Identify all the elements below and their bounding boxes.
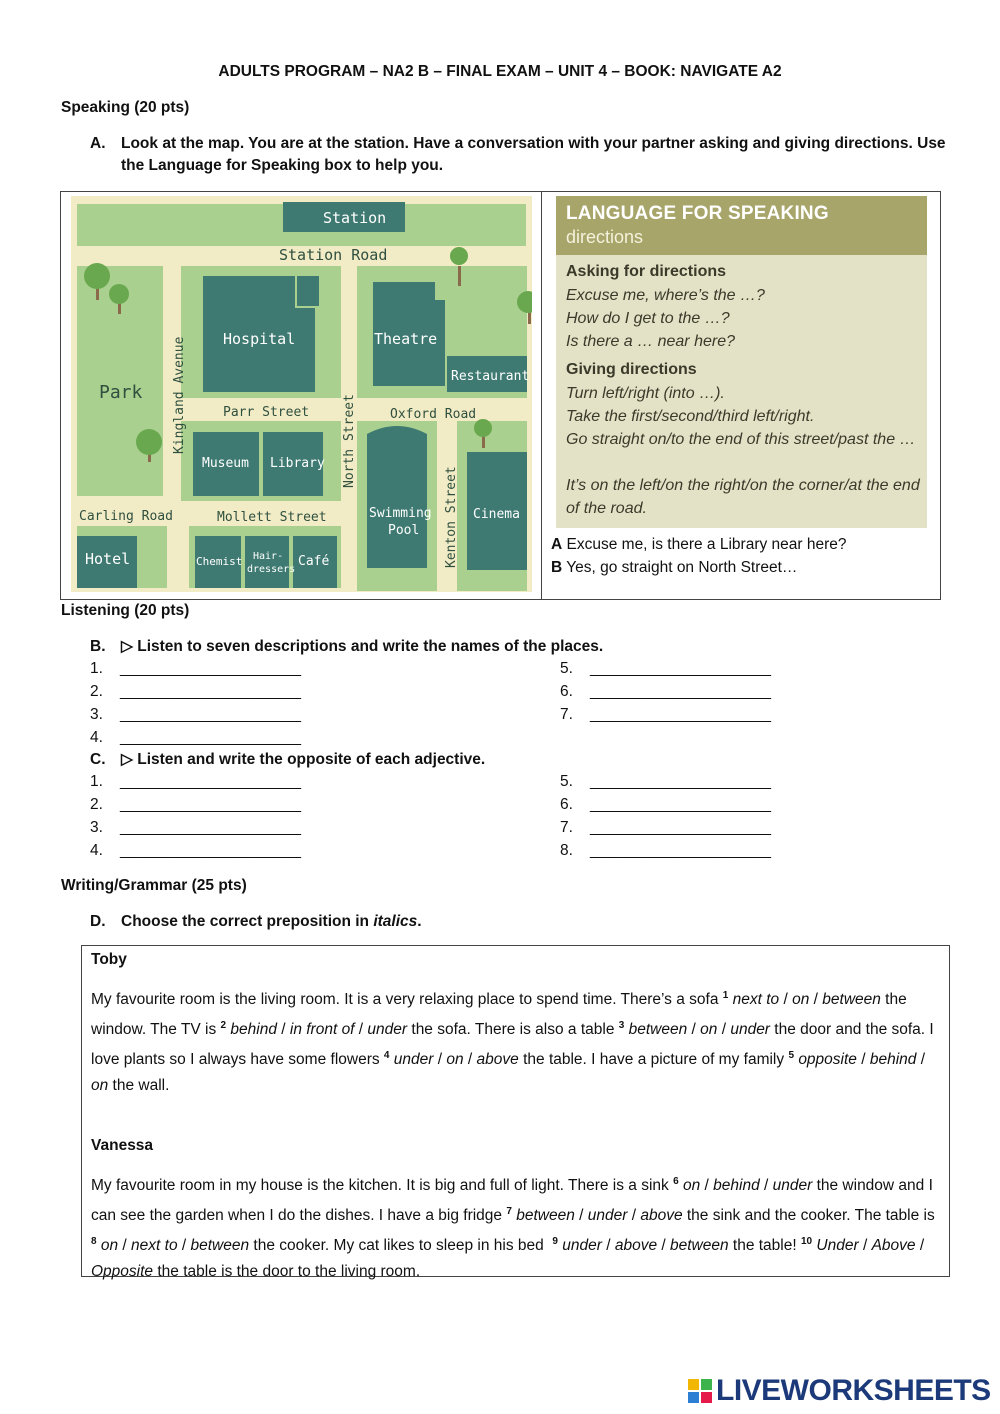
map-label-cinema: Cinema (473, 507, 520, 522)
item-number: 2. (90, 683, 103, 700)
dialog-text-a: Excuse me, is there a Library near here? (566, 536, 847, 553)
choice[interactable]: Opposite (91, 1263, 154, 1281)
choice[interactable]: on (700, 1021, 718, 1039)
map-label-library: Library (270, 456, 325, 471)
task-c-letter: C. (90, 751, 106, 768)
toby-name: Toby (91, 951, 127, 968)
choice[interactable]: between (822, 991, 881, 1009)
giving-phrase: It’s on the left/on the right/on the corner/at the end of the road. (566, 477, 920, 517)
task-d-punct: . (417, 913, 422, 930)
choice[interactable]: above (614, 1237, 658, 1255)
map-label-station: Station (323, 209, 387, 227)
answer-blank[interactable]: _____________________ (590, 706, 772, 723)
choice[interactable]: between (628, 1021, 688, 1039)
choice[interactable]: behind (869, 1051, 917, 1069)
answer-blank[interactable]: _____________________ (120, 706, 302, 723)
choice[interactable]: in front of (289, 1021, 355, 1039)
giving-phrase: Turn left/right (into …). (566, 385, 725, 402)
choice[interactable]: between (516, 1207, 575, 1225)
item-number: 2 (220, 1020, 227, 1032)
map-label-hotel: Hotel (85, 550, 131, 568)
task-b-letter: B. (90, 638, 106, 655)
logo-text: LIVEWORKSHEETS (716, 1374, 991, 1407)
item-number: 3. (90, 706, 103, 723)
task-d-line (90, 911, 422, 933)
task-b-instruction: Listen to seven descriptions and write the names of the places. (137, 638, 604, 655)
language-box-title: LANGUAGE FOR SPEAKING (566, 203, 829, 224)
play-icon[interactable]: ▷ (121, 638, 133, 655)
choice[interactable]: next to (732, 991, 780, 1009)
map-label-carling-road: Carling Road (79, 509, 173, 524)
task-a-instruction: Look at the map. You are at the station. Have a conversation with your partner asking and giving directions. Use the Language for Speaking box to help you. (121, 135, 946, 174)
choice[interactable]: under (772, 1177, 813, 1195)
vanessa-text: My favourite room in my house is the kitchen. It is big and full of light. There is a sink (91, 1177, 674, 1195)
choice[interactable]: on (682, 1177, 701, 1195)
choice[interactable]: between (190, 1237, 250, 1255)
task-d-italic-word: italics (373, 913, 418, 930)
map-label-oxford-road: Oxford Road (390, 407, 477, 422)
item-number: 8. (560, 842, 573, 859)
language-box-subtitle: directions (566, 227, 644, 247)
map-label-chemist: Chemist (196, 555, 243, 568)
task-b-line (90, 636, 603, 658)
item-number: 6 (673, 1176, 679, 1187)
task-c-line (90, 749, 485, 771)
giving-phrase: Go straight on/to the end of this street/past the … (566, 431, 916, 448)
item-number: 1. (90, 773, 103, 790)
item-number: 8 (91, 1236, 97, 1248)
answer-blank[interactable]: _____________________ (120, 729, 302, 746)
asking-heading: Asking for directions (566, 263, 727, 280)
choice[interactable]: on (100, 1237, 119, 1255)
town-map (71, 196, 532, 592)
choice[interactable]: on (91, 1077, 109, 1095)
dialog-line-a (551, 536, 847, 554)
hairdressers-building (245, 536, 289, 588)
item-number: 5. (560, 660, 573, 677)
choice[interactable]: Above (871, 1237, 916, 1255)
choice[interactable]: above (640, 1207, 683, 1225)
choice[interactable]: behind (230, 1021, 277, 1039)
answer-blank[interactable]: _____________________ (120, 819, 302, 836)
item-number: 5 (788, 1050, 794, 1062)
item-number: 6. (560, 683, 573, 700)
speaking-frame (60, 191, 941, 600)
answer-blank[interactable]: _____________________ (590, 773, 772, 790)
answer-blank[interactable]: _____________________ (120, 660, 302, 677)
speaking-heading: Speaking (20 pts) (61, 99, 190, 116)
choice[interactable]: behind (713, 1177, 760, 1195)
task-c-instruction: Listen and write the opposite of each adjective. (137, 751, 486, 768)
answer-blank[interactable]: _____________________ (590, 796, 772, 813)
item-number: 4 (383, 1050, 390, 1062)
item-number: 9 (552, 1236, 558, 1248)
choice[interactable]: above (476, 1051, 519, 1069)
task-a (90, 133, 950, 177)
map-label-pool: Pool (388, 523, 420, 538)
pool-building (367, 426, 427, 568)
choice[interactable]: next to (131, 1237, 178, 1255)
dialog-speaker-b: B (551, 559, 563, 576)
answer-blank[interactable]: _____________________ (120, 842, 302, 859)
play-icon[interactable]: ▷ (121, 751, 133, 768)
giving-phrase: Take the first/second/third left/right. (566, 408, 815, 425)
map-label-kingland-avenue: Kingland Avenue (172, 336, 187, 454)
task-d (90, 911, 422, 933)
map-label-hospital: Hospital (223, 330, 296, 348)
page-title: ADULTS PROGRAM – NA2 B – FINAL EXAM – UNIT 4 – BOOK: NAVIGATE A2 (218, 63, 782, 80)
vanessa-name: Vanessa (91, 1137, 154, 1154)
item-number: 5. (560, 773, 573, 790)
choice[interactable]: under (393, 1051, 434, 1069)
task-d-letter: D. (90, 913, 106, 930)
item-number: 1 (722, 990, 729, 1001)
item-number: 1. (90, 660, 103, 677)
hospital-annex (297, 276, 319, 306)
map-label-kenton-street: Kenton Street (444, 466, 459, 568)
writing-heading: Writing/Grammar (25 pts) (61, 877, 247, 894)
asking-phrase: Is there a … near here? (566, 333, 735, 350)
answer-blank[interactable]: _____________________ (120, 773, 302, 790)
choice[interactable]: Under (816, 1237, 859, 1255)
map-label-station-road: Station Road (279, 246, 388, 264)
item-number: 4. (90, 842, 103, 859)
item-number: 3 (618, 1020, 625, 1032)
map-label-parr-street: Parr Street (223, 405, 310, 420)
item-number: 10 (800, 1236, 813, 1248)
preposition-text-box (81, 945, 950, 1281)
asking-phrase: How do I get to the …? (566, 310, 730, 327)
dialog-line-b (551, 559, 797, 577)
language-box-header (556, 196, 927, 255)
map-label-mollett-street: Mollett Street (217, 510, 327, 525)
task-a-letter: A. (90, 135, 106, 152)
item-number: 7 (506, 1206, 512, 1218)
map-label-hair: Hair- (253, 551, 284, 562)
dialog-text-b: Yes, go straight on North Street… (566, 559, 798, 576)
choice[interactable]: under (562, 1237, 602, 1255)
listening-heading: Listening (20 pts) (61, 602, 190, 619)
toby-text: My favourite room is the living room. It is a very relaxing place to spend time. There’s a sofa (91, 991, 723, 1009)
map-label-theatre: Theatre (374, 330, 438, 348)
toby-paragraph: My favourite room is the living room. It is a very relaxing place to spend time. There’s a sofa $^1$ next to / on / between the window. The TV is $^2$ behind / in front of / under the sofa. There is also a table $^3$ between / on / under the door and the sofa. I love plants so I always have some flowers $^4$ under / on / above the table. I have a picture of my family $^5$ opposite / behind / on the wall. (91, 990, 934, 1095)
choice[interactable]: on (792, 991, 810, 1009)
answer-blank[interactable]: _____________________ (590, 819, 772, 836)
answer-blank[interactable]: _____________________ (590, 660, 772, 677)
map-label-swimming: Swimming (369, 506, 432, 521)
task-b (90, 636, 603, 658)
giving-heading: Giving directions (566, 361, 697, 378)
choice[interactable]: under (730, 1021, 770, 1039)
map-label-museum: Museum (202, 456, 249, 471)
item-number: 4. (90, 729, 103, 746)
answer-blank[interactable]: _____________________ (590, 842, 772, 859)
logo-grid-icon (688, 1379, 712, 1403)
item-number: 7. (560, 706, 573, 723)
map-label-park: Park (99, 382, 143, 403)
vanessa-paragraph: My favourite room in my house is the kitchen. It is big and full of light. There is a sink $^6$ on / behind / under the window and I can see the garden when I do the dishes. I have a big fridge $^7$ between / under / above the sink and the cooker. The table is $^8$ on / next to / between the cooker. My cat likes to sleep in his bed $^9$ under / above / between the table! $^{10}$ Under / Above / Opposite the table is the door to the living room. (91, 1176, 935, 1281)
task-c (90, 749, 485, 771)
choice[interactable]: under (367, 1021, 408, 1039)
choice[interactable]: between (669, 1237, 729, 1255)
choice[interactable]: under (587, 1207, 628, 1225)
answer-blank[interactable]: _____________________ (120, 683, 302, 700)
choice[interactable]: on (446, 1051, 464, 1069)
liveworksheets-logo (688, 1374, 991, 1408)
answer-blank[interactable]: _____________________ (590, 683, 772, 700)
item-number: 2. (90, 796, 103, 813)
map-label-restaurant: Restaurant (451, 369, 530, 384)
dialog-speaker-a: A (551, 536, 563, 553)
map-label-cafe: Café (298, 554, 330, 569)
item-number: 3. (90, 819, 103, 836)
asking-phrase: Excuse me, where’s the …? (566, 287, 765, 304)
task-d-instruction: Choose the correct preposition in (121, 913, 374, 930)
choice[interactable]: opposite (798, 1051, 857, 1069)
item-number: 6. (560, 796, 573, 813)
map-label-north-street: North Street (342, 394, 357, 488)
item-number: 7. (560, 819, 573, 836)
map-label-dressers: dressers (247, 564, 296, 575)
answer-blank[interactable]: _____________________ (120, 796, 302, 813)
frame-divider (541, 192, 542, 599)
language-for-speaking-box (556, 196, 927, 528)
